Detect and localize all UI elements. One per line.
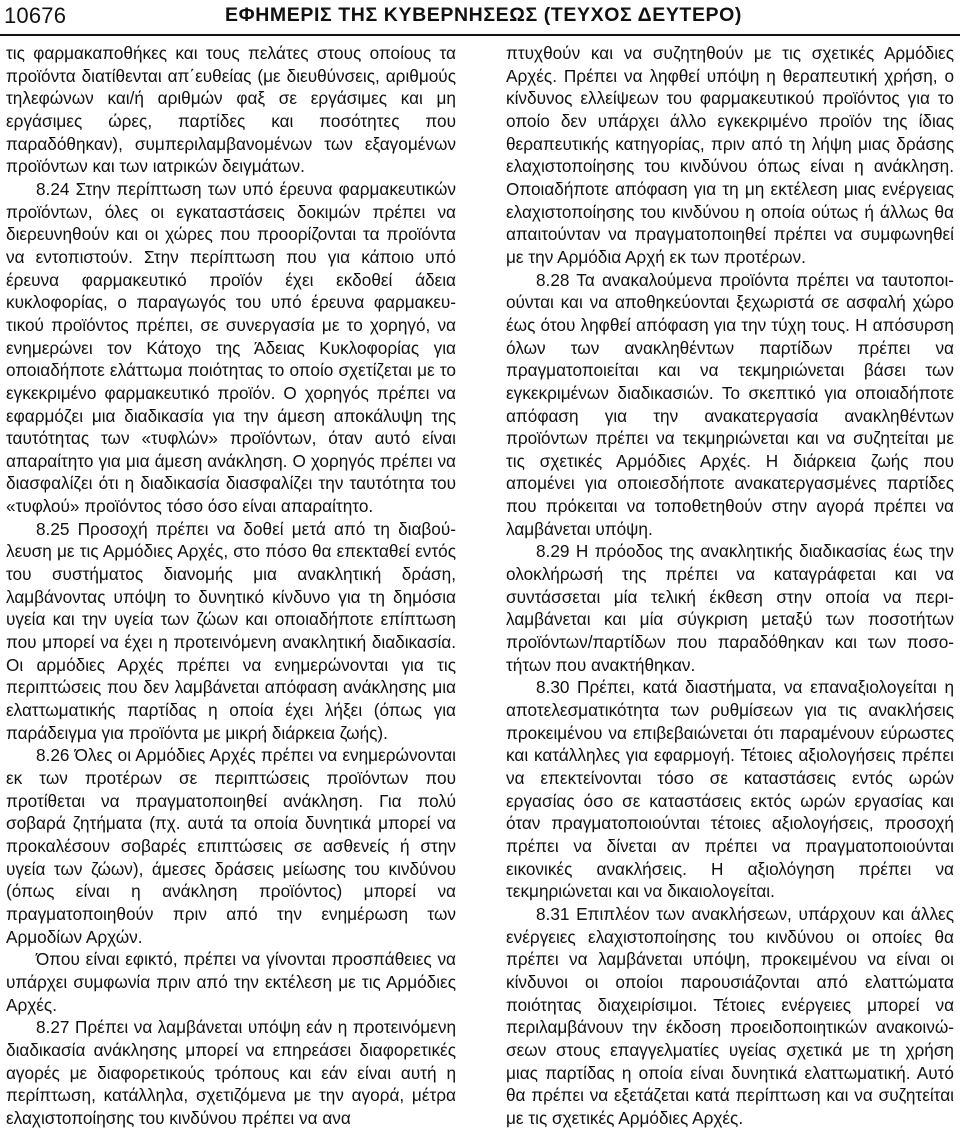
header-rule: [0, 34, 960, 36]
gazette-title: ΕΦΗΜΕΡΙΣ ΤΗΣ ΚΥΒΕΡΝΗΣΕΩΣ (ΤΕΥΧΟΣ ΔΕΥΤΕΡΟ): [225, 4, 743, 26]
paragraph-8-24: 8.24 Στην περίπτωση των υπό έρευνα φαρμακευτικών προϊόντων, όλες οι εγκαταστάσεις δοκιμών πρέπει να διερευνηθούν και οι χώρες που προορίζονται τα προϊόντα να εντοπιστούν. Στην περίπτωση που για κάποιο υπό έρευνα φαρμακευτικό προϊόν έχει εκδοθεί άδεια κυκλοφορίας, ο παραγωγός του υπό έρευνα φαρμακευτικού προϊόντος πρέπει, σε συνεργασία με το χορηγό, να ενημερώνει τον Κάτοχο της Άδειας Κυκλοφορίας για οποιαδήποτε ελάττωμα ποιότητας το οποίο σχετίζεται με το εγκεκριμένο φαρμακευτικό προϊόν. Ο χορηγός πρέπει να εφαρμόζει μια διαδικασία για την άμεση αποκάλυψη της ταυτότητας των «τυφλών» προϊόντων, όταν αυτό είναι απαραίτητο για μια άμεση ανάκληση. Ο χορηγός πρέπει να διασφαλίζει ότι η διαδικασία διασφαλίζει την ταυτότητα του «τυφλού» προϊόντος τόσο όσο είναι απαραίτητο.: [6, 178, 456, 517]
page-number: 10676: [4, 3, 67, 28]
paragraph: Όπου είναι εφικτό, πρέπει να γίνονται προσπάθειες να υπάρχει συμφωνία πριν από την εκτέλεση με τις Αρμόδιες Αρχές.: [6, 949, 456, 1015]
paragraph: πτυχθούν και να συζητηθούν με τις σχετικές Αρμόδιες Αρχές. Πρέπει να ληφθεί υπόψη η θεραπευτική χρήση, ο κίνδυνος ελλείψεων του φαρμακευτικού προϊόντος για το οποίο δεν υπάρχει άλλο εγκεκριμένο προϊόν της ίδιας θεραπευτικής κατηγορίας, πριν από τη λήψη μιας δράσης ελαχιστοποίησης του κινδύνου όπως είναι η ανάκληση. Οποιαδήποτε απόφαση για τη μη εκτέλεση μιας ενέργειας ελαχιστοποίησης του κινδύνου η οποία ούτως ή άλλως θα απαιτούνταν να πραγματοποιηθεί πρέπει να συμφωνηθεί με την Αρμόδια Αρχή εκ των προτέρων.: [506, 43, 954, 267]
paragraph-8-25: 8.25 Προσοχή πρέπει να δοθεί μετά από τη διαβούλευση με τις Αρμόδιες Αρχές, στο πόσο θα επεκταθεί εντός του συστήματος διανομής μια ανακλητική δράση, λαμβάνοντας υπόψη το δυνητικό κίνδυνο για τη δημόσια υγεία και την υγεία των ζώων και οποιαδήποτε επίπτωση που μπορεί να έχει η προτεινόμενη ανακλητική διαδικασία. Οι αρμόδιες Αρχές πρέπει να ενημερώνονται για τις περιπτώσεις που δεν λαμβάνεται απόφαση ανάκλησης μια ελαττωματικής παρτίδας η οποία έχει λήξει (όπως για παράδειγμα για προϊόντα με μικρή διάρκεια ζωής).: [6, 518, 456, 743]
paragraph-8-31: 8.31 Επιπλέον των ανακλήσεων, υπάρχουν και άλλες ενέργειες ελαχιστοποίησης του κινδύνου οι οποίες θα πρέπει να λαμβάνεται υπόψη, προκειμένου να είναι οι κίνδυνοι οι οποίοι παρουσιάζονται από ελαττώματα ποιότητας διαχειρίσιμοι. Τέτοιες ενέργειες μπορεί να περιλαμβάνουν την έκδοση προειδοποιητικών ανακοινώσεων στους επαγγελματίες υγείας σχετικά με τη χρήση μιας παρτίδας η οποία είναι δυνητικά ελαττωματική. Αυτό θα πρέπει να εξετάζεται κατά περίπτωση και να συζητείται με τις σχετικές Αρμόδιες Αρχές.: [506, 903, 954, 1128]
paragraph-8-27: 8.27 Πρέπει να λαμβάνεται υπόψη εάν η προτεινόμενη διαδικασία ανάκλησης μπορεί να επηρεάσει διαφορετικές αγορές με διαφορετικούς τρόπους και εάν είναι αυτή η περίπτωση, κατάλληλα, σχετιζόμενα με την αγορά, μέτρα ελαχιστοποίησης του κινδύνου πρέπει να ανα: [6, 1017, 456, 1128]
page-header: [0, 0, 960, 40]
left-column: [6, 42, 456, 1130]
paragraph-8-28: 8.28 Τα ανακαλούμενα προϊόντα πρέπει να ταυτοποιούνται και να αποθηκεύονται ξεχωριστά σε ασφαλή χώρο έως ότου ληφθεί απόφαση για την τύχη τους. Η απόσυρση όλων των ανακληθέντων παρτίδων πρέπει να πραγματοποιείται και να τεκμηριώνεται βάσει των εγκεκριμένων διαδικασιών. Το σκεπτικό για οποιαδήποτε απόφαση για την ανακατεργασία ανακληθέντων προϊόντων πρέπει να τεκμηριώνεται και να συζητείται με τις σχετικές Αρμόδιες Αρχές. Η διάρκεια ζωής που απομένει για οποιεσδήποτε ανακατεργασμένες παρτίδες που πρόκειται να τοποθετηθούν στην αγορά πρέπει να λαμβάνεται υπόψη.: [506, 269, 954, 539]
paragraph-8-26: 8.26 Όλες οι Αρμόδιες Αρχές πρέπει να ενημερώνονται εκ των προτέρων σε περιπτώσεις προϊόντων που προτίθεται να πραγματοποιηθεί ανάκληση. Για πολύ σοβαρά ζητήματα (πχ. αυτά τα οποία δυνητικά μπορεί να προκαλέσουν σοβαρές επιπτώσεις σε ασθενείς ή στην υγεία των ζώων), άμεσες δράσεις μείωσης του κινδύνου (όπως είναι η ανάκληση προϊόντος) μπορεί να πραγματοποιηθούν πριν από την ενημέρωση των Αρμοδίων Αρχών.: [6, 745, 456, 947]
paragraph-8-30: 8.30 Πρέπει, κατά διαστήματα, να επαναξιολογείται η αποτελεσματικότητα των ρυθμίσεων για τις ανακλήσεις προκειμένου να επιβεβαιώνεται ότι παραμένουν εύρωστες και κατάλληλες για εφαρμογή. Τέτοιες αξιολογήσεις πρέπει να επεκτείνονται τόσο σε καταστάσεις εντός ωρών εργασίας όσο σε καταστάσεις εκτός ωρών εργασίας και όταν πραγματοποιούνται τέτοιες αξιολογήσεις, προσοχή πρέπει να δίνεται αν πρέπει να πραγματοποιούνται εικονικές ανακλήσεις. Η αξιολόγηση πρέπει να τεκμηριώνεται και να δικαιολογείται.: [506, 677, 954, 902]
paragraph: τις φαρμακαποθήκες και τους πελάτες στους οποίους τα προϊόντα διατίθενται απ΄ευθείας (με διευθύνσεις, αριθμούς τηλεφώνων και/ή αριθμών φαξ σε εργάσιμες και μη εργάσιμες ώρες, παρτίδες και ποσότητες που παραδόθηκαν), συμπεριλαμβανομένων των εξαγομένων προϊόντων και των ιατρικών δειγμάτων.: [6, 43, 456, 177]
paragraph-8-29: 8.29 Η πρόοδος της ανακλητικής διαδικασίας έως την ολοκλήρωσή της πρέπει να καταγράφεται και να συντάσσεται μία τελική έκθεση στην οποία να περιλαμβάνεται και μία σύγκριση μεταξύ των ποσοτήτων προϊόντων/παρτίδων που παραδόθηκαν και των ποσοτήτων που ανακτήθηκαν.: [506, 541, 954, 675]
right-column: [506, 42, 954, 1130]
